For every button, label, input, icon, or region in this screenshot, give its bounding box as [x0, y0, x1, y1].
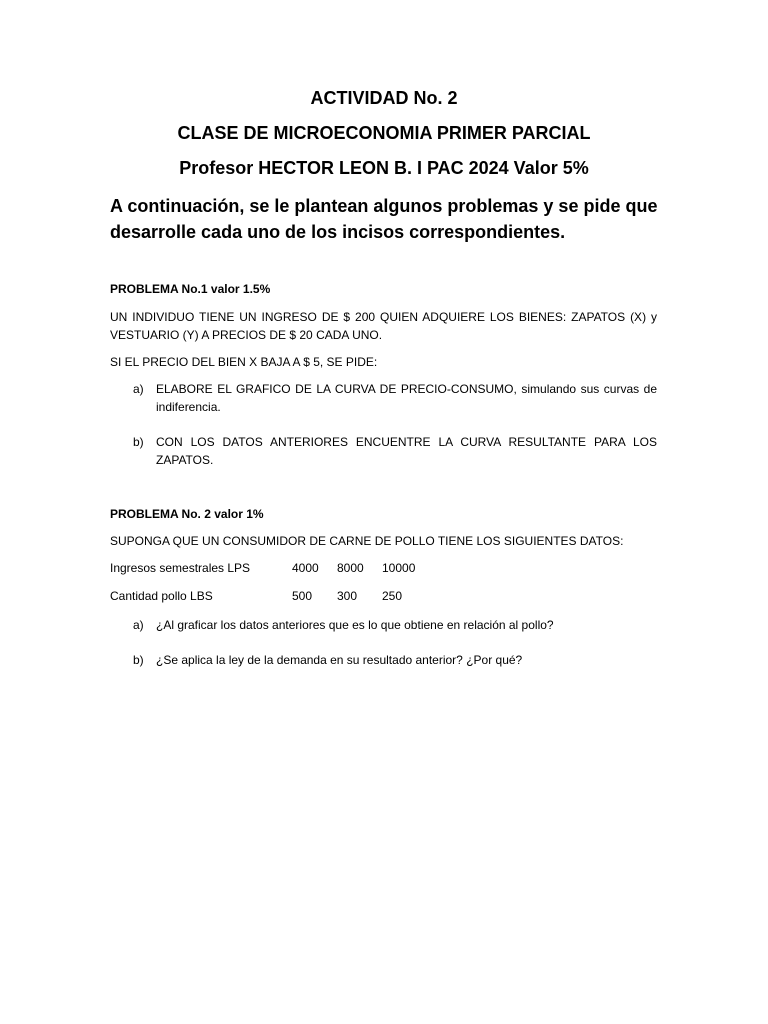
intro-paragraph: A continuación, se le plantean algunos problemas y se pide que desarrolle cada uno de los incisos correspondientes. — [110, 196, 658, 242]
problem2-item-b — [133, 651, 657, 669]
item-text: ¿Al graficar los datos anteriores que es lo que obtiene en relación al pollo? — [156, 618, 554, 632]
problem2-statement: SUPONGA QUE UN CONSUMIDOR DE CARNE DE POLLO TIENE LOS SIGUIENTES DATOS: — [110, 534, 624, 548]
problem1-item-a — [133, 380, 657, 416]
problem2-item-a — [133, 616, 657, 634]
table-row-quantity — [110, 589, 427, 603]
item-text: CON LOS DATOS ANTERIORES ENCUENTRE LA CURVA RESULTANTE PARA LOS ZAPATOS. — [156, 435, 657, 467]
row-name: Ingresos semestrales LPS — [110, 561, 251, 575]
item-text: ELABORE EL GRAFICO DE LA CURVA DE PRECIO-CONSUMO, simulando sus curvas de indiferencia. — [156, 382, 657, 414]
row-value: 500 — [292, 589, 313, 603]
item-label: b) — [133, 653, 144, 667]
class-title: CLASE DE MICROECONOMIA PRIMER PARCIAL — [177, 123, 591, 143]
problem2-heading: PROBLEMA No. 2 valor 1% — [110, 507, 264, 521]
item-label: b) — [133, 435, 144, 449]
item-text: ¿Se aplica la ley de la demanda en su resultado anterior? ¿Por qué? — [156, 653, 523, 667]
row-value: 250 — [382, 589, 403, 603]
row-value: 10000 — [382, 561, 416, 575]
problem1-statement: UN INDIVIDUO TIENE UN INGRESO DE $ 200 QUIEN ADQUIERE LOS BIENES: ZAPATOS (X) y VESTUARIO (Y) A PRECIOS DE $ 20 CADA UNO. — [110, 310, 657, 342]
table-row-income — [110, 561, 427, 575]
problem1-condition: SI EL PRECIO DEL BIEN X BAJA A $ 5, SE PIDE: — [110, 355, 378, 369]
row-value: 8000 — [337, 561, 364, 575]
item-label: a) — [133, 618, 144, 632]
item-label: a) — [133, 382, 144, 396]
row-value: 4000 — [292, 561, 319, 575]
professor-line: Profesor HECTOR LEON B. I PAC 2024 Valor 5% — [179, 158, 589, 178]
activity-title: ACTIVIDAD No. 2 — [310, 88, 458, 108]
problem1-item-b — [133, 433, 657, 469]
problem1-heading: PROBLEMA No.1 valor 1.5% — [110, 282, 271, 296]
row-name: Cantidad pollo LBS — [110, 589, 213, 603]
row-value: 300 — [337, 589, 358, 603]
